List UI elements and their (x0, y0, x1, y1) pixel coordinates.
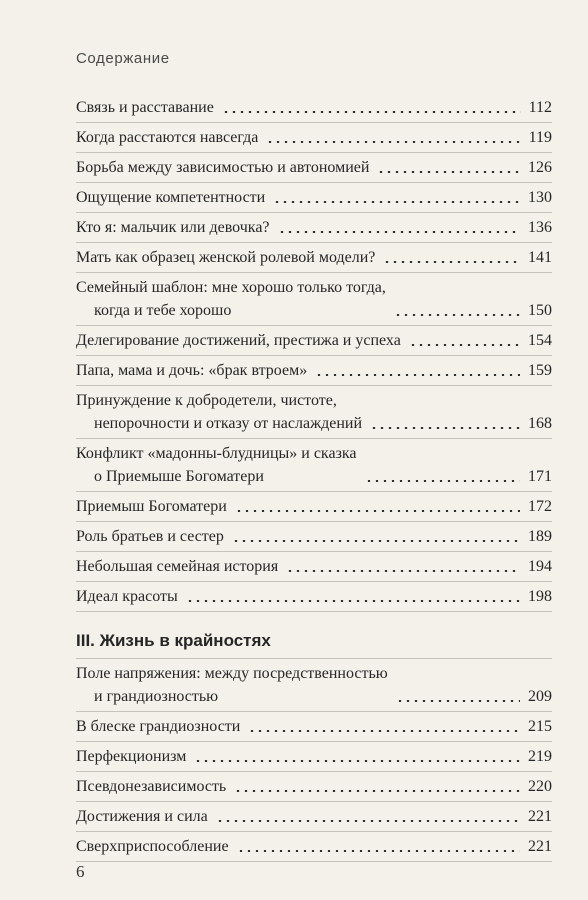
toc-entry-title (76, 442, 357, 488)
toc-entry (76, 492, 552, 522)
toc-entry-page: 221 (528, 808, 552, 825)
toc-entry-title-line: В блеске грандиозности (76, 718, 241, 735)
toc-entry-title (76, 835, 229, 858)
toc-entry (76, 326, 552, 356)
toc-entry-page: 112 (528, 99, 552, 116)
toc-entry-title (76, 216, 270, 239)
toc-entry-page: 219 (528, 748, 552, 765)
toc-entry-title-line: Роль братьев и сестер (76, 528, 224, 545)
dot-leader (222, 111, 521, 113)
toc-entry-page: 215 (528, 718, 552, 735)
toc-entry-title (76, 186, 265, 209)
toc-entry-title-continuation: непорочности и отказу от наслаждений (94, 415, 363, 432)
toc-entry-title (76, 329, 401, 352)
toc-entry-page: 221 (528, 838, 552, 855)
dot-leader (315, 374, 520, 376)
dot-leader (377, 171, 520, 173)
dot-leader (232, 540, 520, 542)
toc-entry-title (76, 525, 224, 548)
toc-entry-title-line: Делегирование достижений, престижа и успеха (76, 332, 401, 349)
toc-entry (76, 582, 552, 612)
toc-entry-page: 220 (528, 778, 552, 795)
toc-entry-page: 198 (528, 588, 552, 605)
toc-entry-title-line: Псевдонезависимость (76, 778, 227, 795)
dot-leader (248, 730, 520, 732)
toc-entry (76, 772, 552, 802)
toc-entry (76, 243, 552, 273)
toc-entry-page: 172 (528, 498, 552, 515)
toc-entry-title-line: Конфликт «мадонны-блудницы» и сказка (76, 445, 357, 462)
toc-entry-title-line: Связь и расставание (76, 99, 214, 116)
toc-entry (76, 742, 552, 772)
toc-entry-title (76, 662, 388, 708)
toc-entry (76, 386, 552, 439)
toc-entry-title-line: Поле напряжения: между посредственностью (76, 665, 388, 682)
page-number: 6 (76, 862, 85, 881)
toc-group (76, 93, 552, 612)
dot-leader (394, 314, 520, 316)
running-head: Содержание (76, 50, 170, 67)
toc-entry-title-line: Идеал красоты (76, 588, 178, 605)
toc-entry (76, 183, 552, 213)
toc-entry-title (76, 805, 208, 828)
toc-entry (76, 356, 552, 386)
toc-entry-title-line: Ощущение компетентности (76, 189, 266, 206)
dot-leader (273, 201, 520, 203)
toc-entry-title-line: Приемыш Богоматери (76, 498, 227, 515)
toc-entry-title-continuation: о Приемыше Богоматери (94, 468, 264, 485)
toc-entry-title-continuation: когда и тебе хорошо (94, 302, 232, 319)
toc-entry-title (76, 745, 186, 768)
toc-entry-title-line: Кто я: мальчик или девочка? (76, 219, 270, 236)
toc-entry-title-line: Достижения и сила (76, 808, 208, 825)
section-heading: III. Жизнь в крайностях (76, 630, 552, 659)
toc-entry-page: 126 (528, 159, 552, 176)
toc-entry-page: 171 (528, 468, 552, 485)
toc-entry-title-continuation: и грандиозностью (94, 688, 219, 705)
toc-entry-title (76, 359, 307, 382)
dot-leader (234, 790, 520, 792)
toc-entry-page: 209 (528, 688, 552, 705)
toc-entry-title-line: Небольшая семейная история (76, 558, 279, 575)
toc-entry-page: 159 (528, 362, 552, 379)
toc-entry-page: 194 (528, 558, 552, 575)
toc-entry (76, 273, 552, 326)
toc-entry-title-line: Борьба между зависимостью и автономией (76, 159, 370, 176)
table-of-contents (76, 93, 552, 862)
dot-leader (216, 820, 520, 822)
toc-entry-page: 154 (528, 332, 552, 349)
toc-entry-title (76, 585, 178, 608)
toc-entry (76, 213, 552, 243)
dot-leader (266, 141, 520, 143)
toc-entry-title-line: Мать как образец женской ролевой модели? (76, 249, 376, 266)
toc-entry-page: 150 (528, 302, 552, 319)
toc-entry-page: 119 (528, 129, 552, 146)
toc-entry (76, 712, 552, 742)
toc-entry-page: 141 (528, 249, 552, 266)
toc-entry-title (76, 715, 240, 738)
toc-entry-page: 136 (528, 219, 552, 236)
toc-entry-title-line: Когда расстаются навсегда (76, 129, 259, 146)
toc-entry-page: 168 (528, 415, 552, 432)
dot-leader (186, 600, 520, 602)
toc-entry (76, 802, 552, 832)
dot-leader (237, 850, 520, 852)
toc-entry-title-line: Папа, мама и дочь: «брак втроем» (76, 362, 308, 379)
dot-leader (278, 231, 520, 233)
dot-leader (383, 261, 520, 263)
toc-entry-title (76, 96, 214, 119)
dot-leader (194, 760, 520, 762)
dot-leader (235, 510, 520, 512)
toc-entry-title-line: Семейный шаблон: мне хорошо только тогда, (76, 279, 386, 296)
toc-entry (76, 93, 552, 123)
toc-entry (76, 552, 552, 582)
toc-entry-title-line: Перфекционизм (76, 748, 187, 765)
toc-entry-page: 189 (528, 528, 552, 545)
toc-entry-title-line: Принуждение к добродетели, чистоте, (76, 392, 337, 409)
dot-leader (370, 427, 520, 429)
dot-leader (409, 344, 520, 346)
toc-entry-title (76, 246, 375, 269)
toc-entry-title (76, 126, 258, 149)
dot-leader (365, 480, 520, 482)
toc-entry-page: 130 (528, 189, 552, 206)
toc-entry-title (76, 389, 362, 435)
toc-entry-title (76, 555, 278, 578)
toc-entry (76, 439, 552, 492)
toc-entry (76, 123, 552, 153)
dot-leader (396, 700, 520, 702)
toc-entry-title (76, 775, 226, 798)
toc-entry (76, 153, 552, 183)
toc-entry (76, 659, 552, 712)
toc-entry (76, 522, 552, 552)
toc-entry (76, 832, 552, 862)
toc-group (76, 659, 552, 862)
dot-leader (286, 570, 520, 572)
toc-entry-title (76, 156, 369, 179)
toc-entry-title-line: Сверхприспособление (76, 838, 229, 855)
toc-entry-title (76, 276, 386, 322)
toc-entry-title (76, 495, 227, 518)
